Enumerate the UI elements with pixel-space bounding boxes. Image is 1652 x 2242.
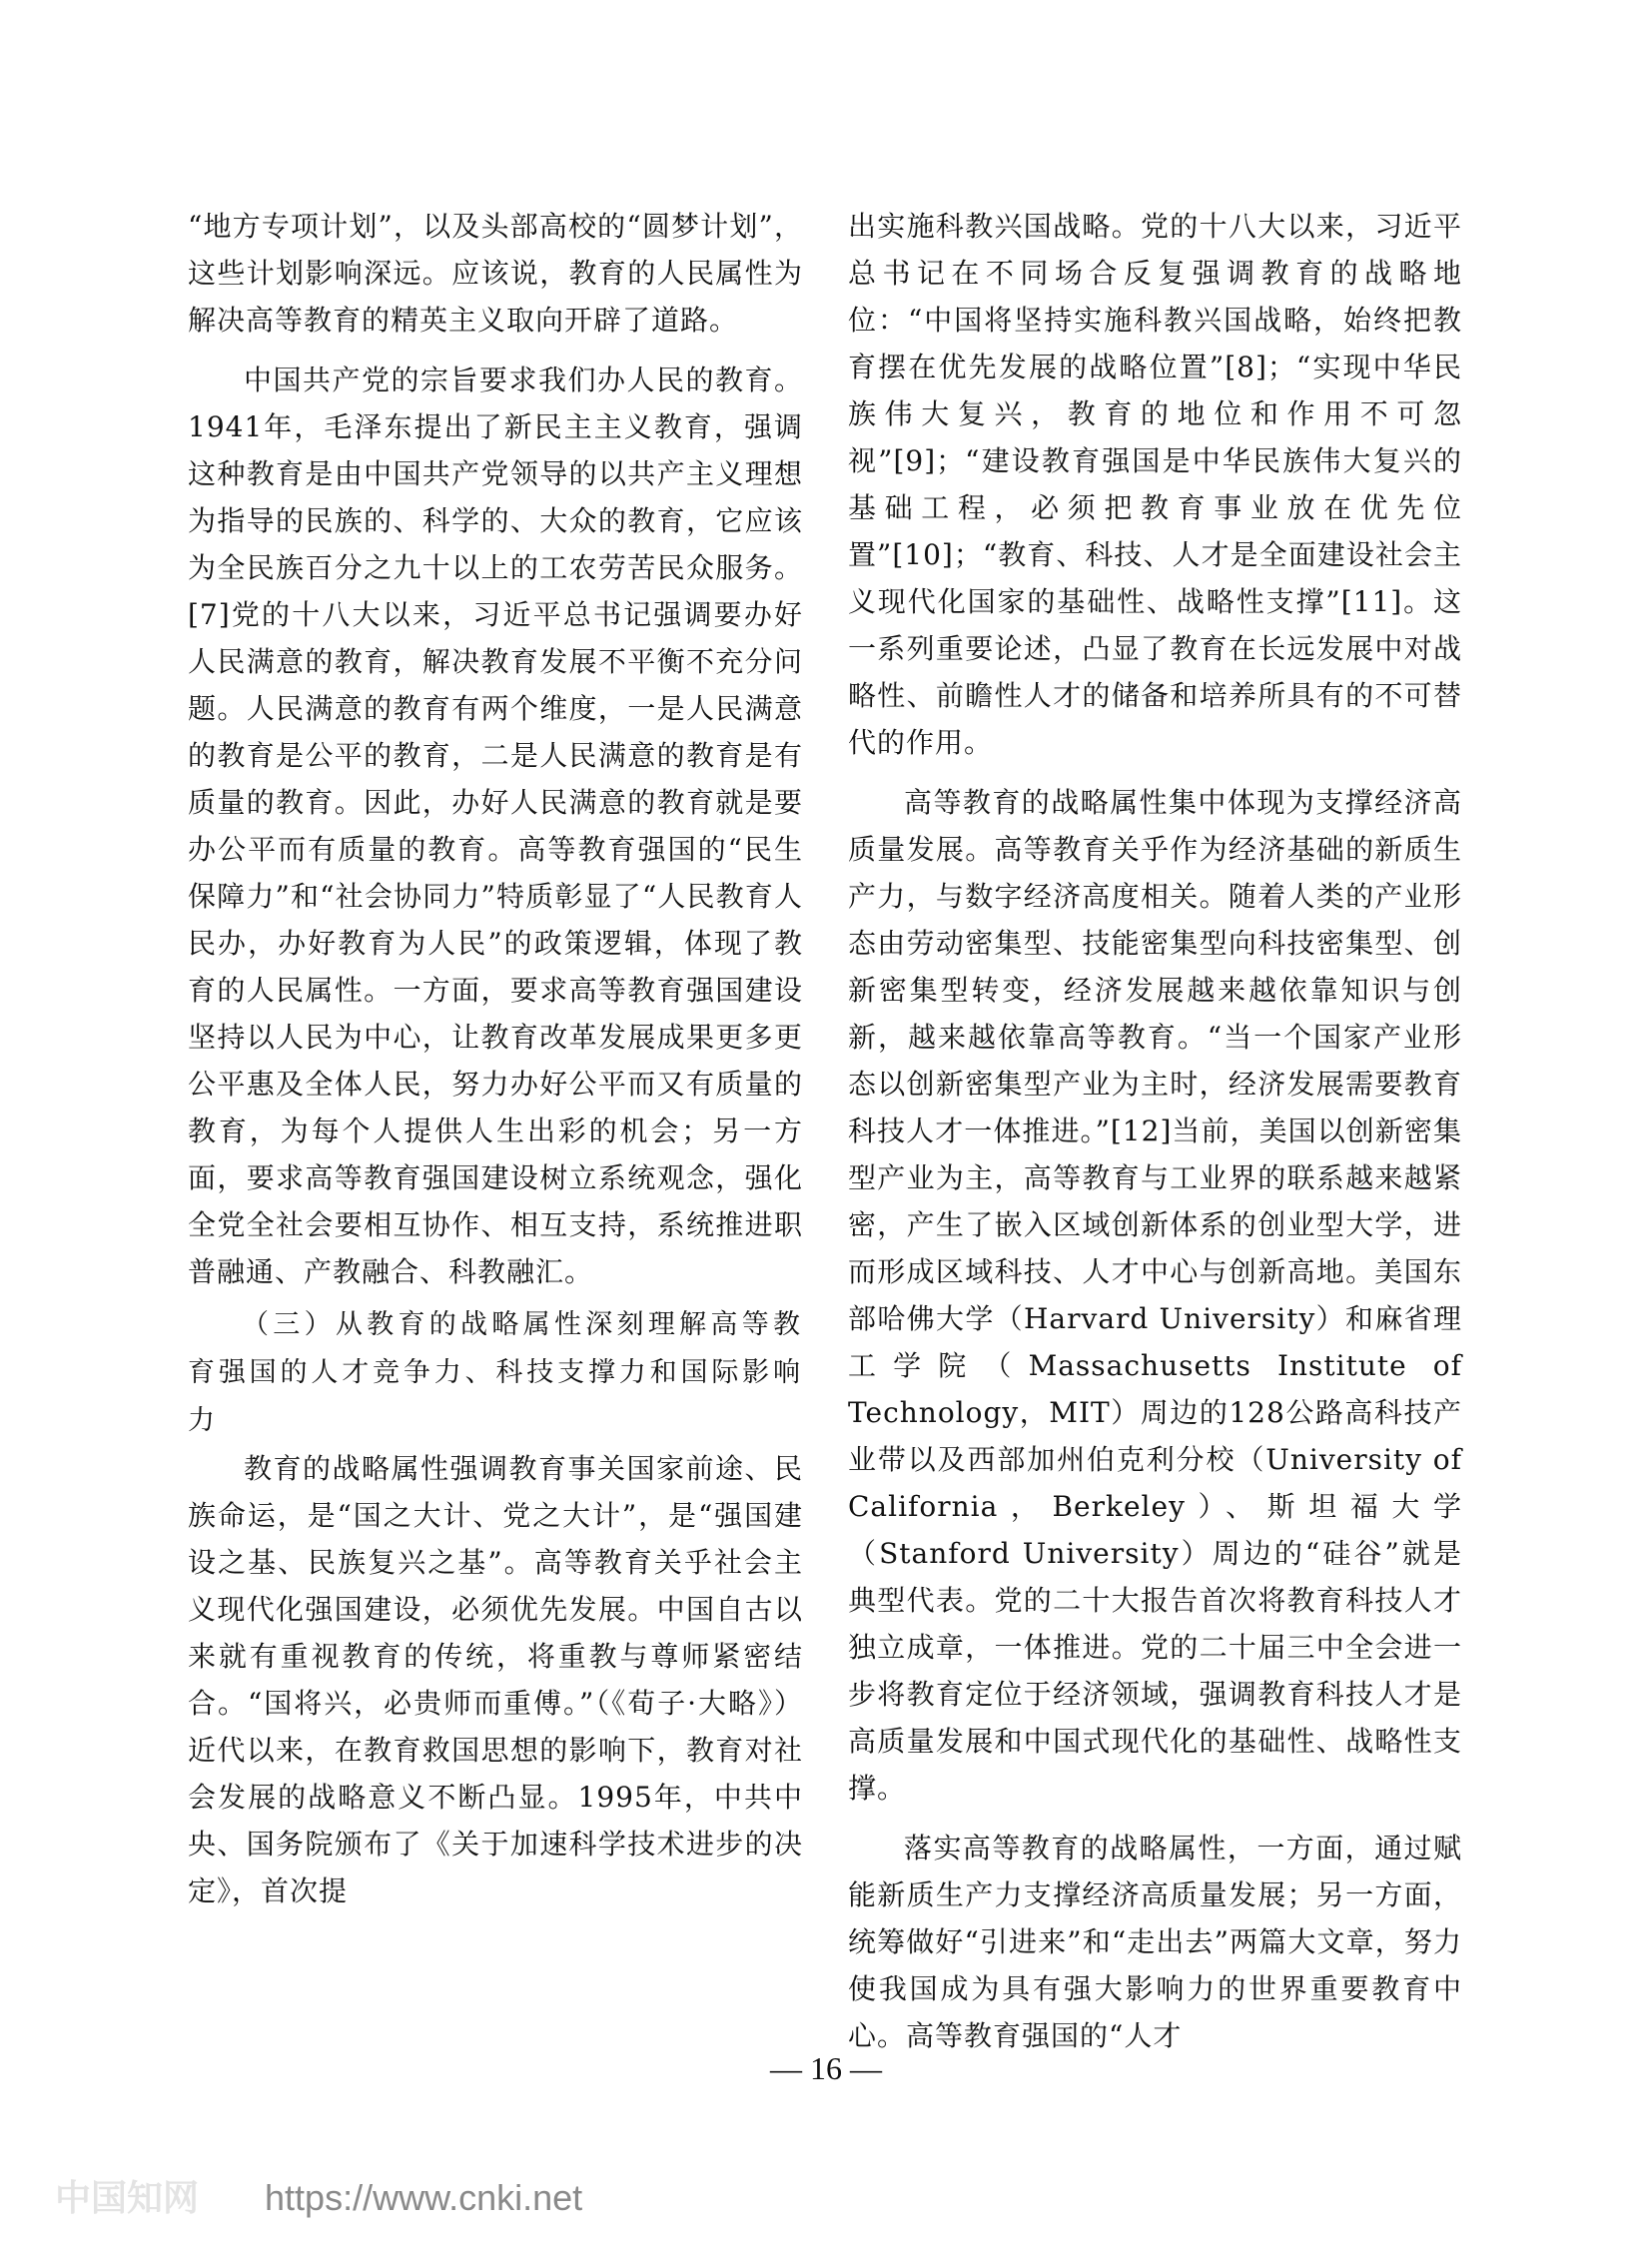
cnki-watermark xyxy=(55,2170,582,2221)
paragraph: 出实施科教兴国战略。党的十八大以来，习近平总书记在不同场合反复强调教育的战略地位：“中国将坚持实施科教兴国战略，始终把教育摆在优先发展的战略位置”[8]；“实现中华民族伟大复兴，教育的地位和作用不可忽视”[9]；“建设教育强国是中华民族伟大复兴的基础工程，必须把教育事业放在优先位置”[10]；“教育、科技、人才是全面建设社会主义现代化国家的基础性、战略性支撑”[11]。这一系列重要论述，凸显了教育在长远发展中对战略性、前瞻性人才的储备和培养所具有的不可替代的作用。 xyxy=(848,210,1462,759)
paragraph: “地方专项计划”，以及头部高校的“圆梦计划”，这些计划影响深远。应该说，教育的人民属性为解决高等教育的精英主义取向开辟了道路。 xyxy=(188,210,803,337)
page-number: — 16 — xyxy=(770,2050,882,2086)
paragraph: 中国共产党的宗旨要求我们办人民的教育。1941年，毛泽东提出了新民主主义教育，强调这种教育是由中国共产党领导的以共产主义理想为指导的民族的、科学的、大众的教育，它应该为全民族百分之九十以上的工农劳苦民众服务。[7]党的十八大以来，习近平总书记强调要办好人民满意的教育，解决教育发展不平衡不充分问题。人民满意的教育有两个维度，一是人民满意的教育是公平的教育，二是人民满意的教育是有质量的教育。因此，办好人民满意的教育就是要办公平而有质量的教育。高等教育强国的“民生保障力”和“社会协同力”特质彰显了“人民教育人民办，办好教育为人民”的政策逻辑，体现了教育的人民属性。一方面，要求高等教育强国建设坚持以人民为中心，让教育改革发展成果更多更公平惠及全体人民，努力办好公平而又有质量的教育，为每个人提供人生出彩的机会；另一方面，要求高等教育强国建设树立系统观念，强化全党全社会要相互协作、相互支持，系统推进职普融通、产教融合、科教融汇。 xyxy=(188,364,803,1288)
right-column xyxy=(848,203,1462,2059)
paragraph: 落实高等教育的战略属性，一方面，通过赋能新质生产力支撑经济高质量发展；另一方面，统筹做好“引进来”和“走出去”两篇大文章，努力使我国成为具有强大影响力的世界重要教育中心。高等教育强国的“人才 xyxy=(848,1832,1462,2052)
paragraph: 教育的战略属性强调教育事关国家前途、民族命运，是“国之大计、党之大计”，是“强国建设之基、民族复兴之基”。高等教育关乎社会主义现代化强国建设，必须优先发展。中国自古以来就有重视教育的传统，将重教与尊师紧密结合。“国将兴，必贵师而重傅。”（《荀子·大略》）近代以来，在教育救国思想的影响下，教育对社会发展的战略意义不断凸显。1995年，中共中央、国务院颁布了《关于加速科学技术进步的决定》，首次提 xyxy=(188,1452,803,1907)
watermark-url: https://www.cnki.net xyxy=(265,2177,583,2218)
paragraph: 高等教育的战略属性集中体现为支撑经济高质量发展。高等教育关乎作为经济基础的新质生产力，与数字经济高度相关。随着人类的产业形态由劳动密集型、技能密集型向科技密集型、创新密集型转变，经济发展越来越依靠知识与创新，越来越依靠高等教育。“当一个国家产业形态以创新密集型产业为主时，经济发展需要教育科技人才一体推进。”[12]当前，美国以创新密集型产业为主，高等教育与工业界的联系越来越紧密，产生了嵌入区域创新体系的创业型大学，进而形成区域科技、人才中心与创新高地。美国东部哈佛大学（Harvard University）和麻省理工学院（Massachusetts Institute of Technology，MIT）周边的128公路高科技产业带以及西部加州伯克利分校（University of California，Berkeley）、斯坦福大学（Stanford University）周边的“硅谷”就是典型代表。党的二十大报告首次将教育科技人才独立成章，一体推进。党的二十届三中全会进一步将教育定位于经济领域，强调教育科技人才是高质量发展和中国式现代化的基础性、战略性支撑。 xyxy=(848,786,1462,1805)
watermark-brand: 中国知网 xyxy=(55,2177,200,2218)
left-column xyxy=(188,203,803,1914)
section-heading: （三）从教育的战略属性深刻理解高等教育强国的人才竞争力、科技支撑力和国际影响力 xyxy=(188,1309,803,1436)
